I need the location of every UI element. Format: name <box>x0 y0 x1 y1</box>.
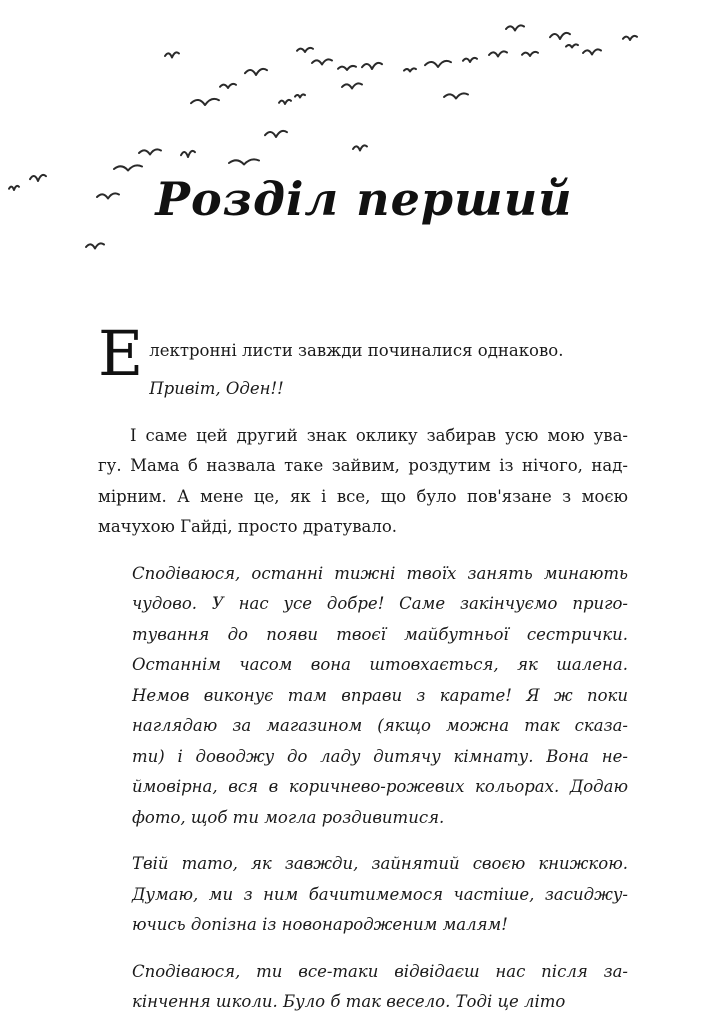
text-line: ючись допізна із новонародженим малям! <box>132 915 508 934</box>
bird-silhouette <box>279 100 291 104</box>
text-line: ти) і доводжу до ладу дитячу кімнату. Вона не- <box>132 746 628 766</box>
bird-silhouette <box>191 99 219 105</box>
drop-cap: Е <box>98 317 144 390</box>
narration-paragraph <box>98 421 628 543</box>
text-line: Сподіваюся, останні тижні твоїх занять минають <box>132 563 628 583</box>
bird-silhouette <box>139 149 161 154</box>
text-line: І самe цей другий знак оклику забирав усю мою ува- <box>130 425 628 445</box>
text-line: мірним. А мене це, як і все, що було пов'язане з моєю <box>98 486 628 506</box>
bird-silhouette <box>425 61 451 67</box>
bird-silhouette <box>245 69 267 75</box>
text-line: наглядаю за магазином (якщо можна так сказа- <box>132 716 628 735</box>
bird-silhouette <box>404 68 416 71</box>
flying-birds-illustration <box>0 0 728 270</box>
bird-silhouette <box>583 49 601 54</box>
bird-silhouette <box>566 44 578 47</box>
chapter-title: Розділ перший <box>155 172 573 226</box>
text-line: Твій тато, як завжди, зайнятий своєю книжкою. <box>132 854 628 873</box>
bird-silhouette <box>297 48 313 52</box>
bird-silhouette <box>353 145 367 150</box>
text-line: кінчення школи. Було б так весело. Тоді це літо <box>132 992 566 1011</box>
bird-silhouette <box>623 36 637 40</box>
letter-paragraph <box>132 849 628 941</box>
bird-silhouette <box>86 243 104 248</box>
chapter-body <box>98 317 628 1018</box>
bird-silhouette <box>550 33 570 39</box>
text-line: гу. Мама б назвала таке зайвим, роздутим із нічого, над- <box>98 456 628 475</box>
text-line: Сподіваюся, ти все-таки відвідаєш нас після за- <box>132 961 628 981</box>
bird-silhouette <box>229 159 259 164</box>
bird-silhouette <box>265 131 287 137</box>
bird-silhouette <box>312 59 332 64</box>
letter-paragraph <box>132 559 628 834</box>
bird-silhouette <box>522 52 538 56</box>
bird-silhouette <box>342 83 362 88</box>
bird-silhouette <box>506 25 524 30</box>
text-line: фото, щоб ти могла роздивитися. <box>132 807 445 827</box>
bird-silhouette <box>338 66 356 70</box>
bird-silhouette <box>489 51 507 56</box>
opening-line: лектронні листи завжди починалися однаково. <box>149 341 564 360</box>
letter-paragraph <box>132 957 628 1018</box>
text-line: ймовірна, вся в коричнево-рожевих кольорах. Додаю <box>132 777 628 796</box>
text-line: мачухою Гайді, просто дратувало. <box>98 517 398 536</box>
text-line: тування до появи твоєї майбутньої сестрички. <box>132 624 628 644</box>
text-line: Останнім часом вона штовхається, як шалена. <box>132 655 628 674</box>
bird-silhouette <box>463 58 477 62</box>
bird-silhouette <box>220 84 236 88</box>
letter-greeting: Привіт, Оден!! <box>149 379 284 398</box>
bird-silhouette <box>444 93 468 98</box>
bird-silhouette <box>362 63 382 69</box>
text-line: Немов виконує там вправи з карате! Я ж поки <box>132 685 628 705</box>
bird-silhouette <box>181 151 195 157</box>
text-line: чудово. У нас усе добре! Саме закінчуємо приго- <box>132 594 628 613</box>
text-line: Думаю, ми з ним бачитимемося частіше, засиджу- <box>132 884 628 904</box>
bird-silhouette <box>114 165 142 170</box>
bird-silhouette <box>165 52 179 57</box>
bird-silhouette <box>295 94 305 97</box>
